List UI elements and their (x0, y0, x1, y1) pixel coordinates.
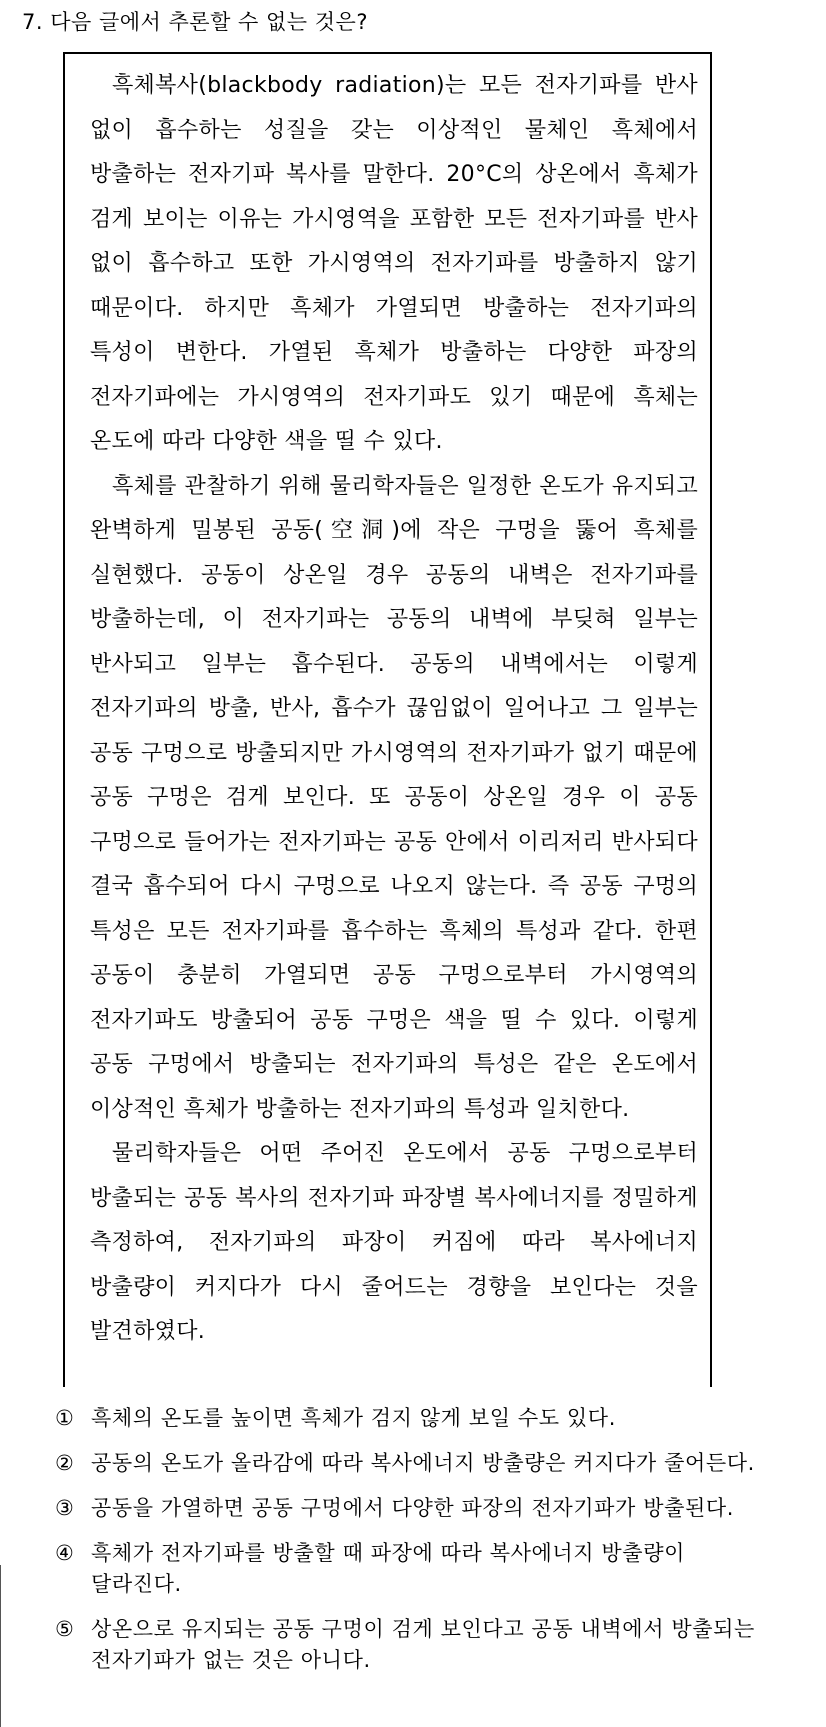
passage-paragraph-3: 물리학자들은 어떤 주어진 온도에서 공동 구멍으로부터 방출되는 공동 복사의 전자기파 파장별 복사에너지를 정밀하게 측정하여, 전자기파의 파장이 커짐에 따라 복사에너지 방출량이 커지다가 다시 줄어드는 경향을 보인다는 것을 발견하였다. (90, 1141, 698, 1344)
passage-box (63, 52, 712, 1387)
passage-text (90, 64, 698, 1355)
choice-number: ② (55, 1451, 75, 1475)
choice-number: ① (55, 1406, 75, 1430)
passage-paragraph-1: 흑체복사(blackbody radiation)는 모든 전자기파를 반사 없이 흡수하는 성질을 갖는 이상적인 물체인 흑체에서 방출하는 전자기파 복사를 말한다. 20°C의 상온에서 흑체가 검게 보이는 이유는 가시영역을 포함한 모든 전자기파를 반사 없이 흡수하고 또한 가시영역의 전자기파를 방출하지 않기 때문이다. 하지만 흑체가 가열되면 방출하는 전자기파의 특성이 변한다. 가열된 흑체가 방출하는 다양한 파장의 전자기파에는 가시영역의 전자기파도 있기 때문에 흑체는 온도에 따라 다양한 색을 띨 수 있다. (90, 73, 698, 454)
choice-text: 공동을 가열하면 공동 구멍에서 다양한 파장의 전자기파가 방출된다. (91, 1496, 735, 1520)
choice-5[interactable] (55, 1614, 775, 1676)
question-heading (22, 6, 368, 38)
answer-choices (55, 1403, 775, 1690)
choice-3[interactable] (55, 1493, 775, 1524)
choice-number: ③ (55, 1496, 75, 1520)
choice-text: 상온으로 유지되는 공동 구멍이 검게 보인다고 공동 내벽에서 방출되는 전자기파가 없는 것은 아니다. (91, 1617, 755, 1672)
choice-number: ⑤ (55, 1617, 75, 1641)
choice-text: 흑체의 온도를 높이면 흑체가 검지 않게 보일 수도 있다. (91, 1406, 616, 1430)
question-text: 다음 글에서 추론할 수 없는 것은? (50, 10, 368, 34)
question-number: 7. (22, 10, 44, 34)
choice-2[interactable] (55, 1448, 775, 1479)
column-divider (0, 1565, 1, 1727)
choice-text: 흑체가 전자기파를 방출할 때 파장에 따라 복사에너지 방출량이 달라진다. (91, 1541, 685, 1596)
passage-paragraph-2: 흑체를 관찰하기 위해 물리학자들은 일정한 온도가 유지되고 완벽하게 밀봉된 공동(空洞)에 작은 구멍을 뚫어 흑체를 실현했다. 공동이 상온일 경우 공동의 내벽은 전자기파를 방출하는데, 이 전자기파는 공동의 내벽에 부딪혀 일부는 반사되고 일부는 흡수된다. 공동의 내벽에서는 이렇게 전자기파의 방출, 반사, 흡수가 끊임없이 일어나고 그 일부는 공동 구멍으로 방출되지만 가시영역의 전자기파가 없기 때문에 공동 구멍은 검게 보인다. 또 공동이 상온일 경우 이 공동 구멍으로 들어가는 전자기파는 공동 안에서 이리저리 반사되다 결국 흡수되어 다시 구멍으로 나오지 않는다. 즉 공동 구멍의 특성은 모든 전자기파를 흡수하는 흑체의 특성과 같다. 한편 공동이 충분히 가열되면 공동 구멍으로부터 가시영역의 전자기파도 방출되어 공동 구멍은 색을 띨 수 있다. 이렇게 공동 구멍에서 방출되는 전자기파의 특성은 같은 온도에서 이상적인 흑체가 방출하는 전자기파의 특성과 일치한다. (90, 473, 698, 1122)
choice-number: ④ (55, 1541, 75, 1565)
choice-text: 공동의 온도가 올라감에 따라 복사에너지 방출량은 커지다가 줄어든다. (91, 1451, 755, 1475)
choice-1[interactable] (55, 1403, 775, 1434)
choice-4[interactable] (55, 1538, 775, 1600)
